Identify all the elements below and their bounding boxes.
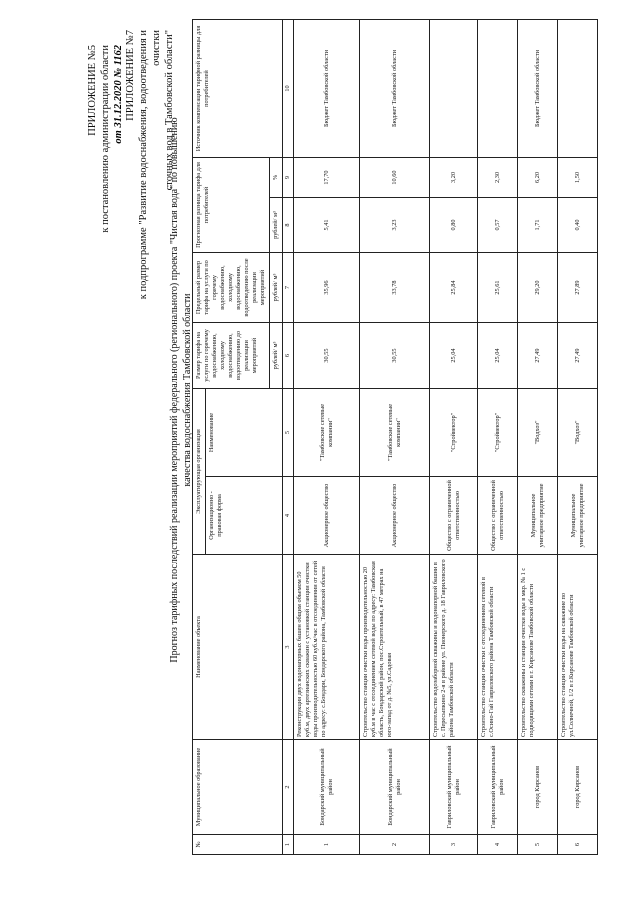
col-number: 1: [283, 835, 294, 855]
appendix5-title: ПРИЛОЖЕНИЕ №5: [87, 45, 98, 136]
header-num: №: [193, 835, 283, 855]
row-max-tariff: 25,61: [478, 253, 518, 323]
header-unit-growth-pct: %: [270, 158, 283, 198]
row-org-name: "Водхоз": [558, 389, 598, 477]
row-org-name: "Тамбовские сетевые компании": [360, 389, 430, 477]
table-row: [360, 20, 430, 855]
table-row: [294, 20, 360, 855]
row-object: Строительство скважины и станции очистки воды в мкр. № 1 с подводящими сетями в г. Кирсанове Тамбовской области: [518, 555, 558, 740]
header-municipality: Муниципальное образование: [193, 740, 283, 835]
row-source: Бюджет Тамбовской области: [294, 20, 360, 158]
row-growth-pct: 2,30: [478, 158, 518, 198]
row-source: [558, 20, 598, 158]
row-municipality: город Кирсанов: [518, 740, 558, 835]
row-growth-pct: 10,60: [360, 158, 430, 198]
header-tariff: Размер тарифа на услуги по горячему водоснабжению, холодному водоснабжению, водоотведению до реализации мероприятий: [193, 323, 270, 389]
row-tariff: 25,04: [478, 323, 518, 389]
row-growth-rub: 0,80: [430, 198, 478, 253]
row-org-name: "Водхоз": [518, 389, 558, 477]
col-number: 10: [283, 20, 294, 158]
header-unit-tariff: рублей/ м³: [270, 323, 283, 389]
row-tariff: 30,55: [360, 323, 430, 389]
row-num: 1: [294, 835, 360, 855]
col-number: 6: [283, 323, 294, 389]
row-org-form: Общество с ограниченной ответственностью: [478, 477, 518, 555]
appendix7-title: ПРИЛОЖЕНИЕ №7: [125, 30, 136, 121]
row-object: Строительство станции очистки воды на скважине по ул.Солнечной, 1/2 в г.Кирсанове Тамбовской области: [558, 555, 598, 740]
table-row: [430, 20, 478, 855]
row-tariff: 27,49: [558, 323, 598, 389]
row-source: Бюджет Тамбовской области: [518, 20, 558, 158]
row-tariff: 30,55: [294, 323, 360, 389]
row-object: Строительство станции очистки с отсоединением сетевой в с.Осино-Гай Гавриловского района Тамбовской области: [478, 555, 518, 740]
column-number-row: [283, 20, 294, 855]
row-growth-rub: 0,57: [478, 198, 518, 253]
appendix5-line2: к постановлению администрации области: [100, 45, 111, 233]
header-unit-growth-rub: рублей/ м³: [270, 198, 283, 253]
table-row: [518, 20, 558, 855]
row-growth-rub: 3,23: [360, 198, 430, 253]
table-row: [478, 20, 518, 855]
col-number: 8: [283, 198, 294, 253]
row-tariff: 27,49: [518, 323, 558, 389]
col-number: 5: [283, 389, 294, 477]
header-org-form: Организационно - правовая форма: [206, 477, 283, 555]
col-number: 2: [283, 740, 294, 835]
row-growth-rub: 5,41: [294, 198, 360, 253]
row-num: 5: [518, 835, 558, 855]
row-org-name: "Стройвектор": [430, 389, 478, 477]
row-source: [478, 20, 518, 158]
appendix7-line2: к подпрограмме "Развитие водоснабжения, водоотведения и очистки: [138, 30, 162, 300]
header-org: Эксплуатирующая организация: [193, 389, 206, 555]
table-header-row: [193, 20, 206, 855]
row-max-tariff: 27,89: [558, 253, 598, 323]
row-max-tariff: 29,20: [518, 253, 558, 323]
row-max-tariff: 25,84: [430, 253, 478, 323]
appendix5-line3: от 31.12.2020 № 1162: [113, 45, 124, 144]
appendix7-line3: сточных вод в Тамбовской области": [164, 30, 175, 191]
header-unit-max: рублей/ м³: [270, 253, 283, 323]
header-source: Источник компенсации тарифной разницы для потребителей: [193, 20, 283, 158]
row-max-tariff: 35,96: [294, 253, 360, 323]
row-org-name: "Тамбовские сетевые компании": [294, 389, 360, 477]
col-number: 4: [283, 477, 294, 555]
row-growth-pct: 1,50: [558, 158, 598, 198]
col-number: 7: [283, 253, 294, 323]
row-org-form: Муниципальное унитарное предприятие: [558, 477, 598, 555]
row-num: 2: [360, 835, 430, 855]
row-municipality: Бондарский муниципальный район: [294, 740, 360, 835]
row-object: Строительство водозаборной скважины и водонапорной башни в с. Пересыпкино 2-я в районе ул. Пионерского д. 18 Гавриловского района Тамбовской области: [430, 555, 478, 740]
document-title: Прогноз тарифных последствий реализации мероприятий федерального (регионального) проекта "Чистая вода" по повышению качества водоснабжения Тамбовской области: [169, 117, 193, 663]
row-source: Бюджет Тамбовской области: [360, 20, 430, 158]
tariff-table: [192, 19, 598, 855]
row-org-form: Акционерное общество: [360, 477, 430, 555]
appendix5-block: [86, 45, 125, 305]
col-number: 9: [283, 158, 294, 198]
row-growth-pct: 6,20: [518, 158, 558, 198]
row-max-tariff: 33,78: [360, 253, 430, 323]
col-number: 3: [283, 555, 294, 740]
row-municipality: Бондарский муниципальный район: [360, 740, 430, 835]
header-max-tariff: Предельный размер тарифа на услуги по горячему водоснабжению, холодному водоснабжению, водоотведению после реализации мероприятий: [193, 253, 270, 323]
row-object: Строительство станции очистки воды производительностью 20 куб.м в час с отсоединением сетевой воды по адресу: Тамбовская область, Бондарский район, пос.Строительный, в 47 метрах на юго-запад от д. №5, ул.Садовая: [360, 555, 430, 740]
header-object: Наименование объекта: [193, 555, 283, 740]
header-growth: Прогнозная разница тарифа для потребителей: [193, 158, 270, 253]
row-num: 3: [430, 835, 478, 855]
row-municipality: город Кирсанов: [558, 740, 598, 835]
row-municipality: Гавриловский муниципальный район: [478, 740, 518, 835]
row-tariff: 25,04: [430, 323, 478, 389]
row-num: 6: [558, 835, 598, 855]
row-municipality: Гавриловский муниципальный район: [430, 740, 478, 835]
row-object: Реконструкция двух водонапорных башен общим объемом 50 куб.м, двух артезианских скважин с установкой станции очистки воды производительностью 60 куб.м/час в отсоединении от сетей по адресу: с.Бондари, Бондарского района, Тамбовской области: [294, 555, 360, 740]
row-growth-pct: 17,70: [294, 158, 360, 198]
row-org-form: Общество с ограниченной ответственностью: [430, 477, 478, 555]
row-num: 4: [478, 835, 518, 855]
row-org-name: "Стройвектор": [478, 389, 518, 477]
table-row: [558, 20, 598, 855]
row-source: [430, 20, 478, 158]
row-growth-pct: 3,20: [430, 158, 478, 198]
row-growth-rub: 1,71: [518, 198, 558, 253]
row-org-form: Акционерное общество: [294, 477, 360, 555]
header-org-name: Наименование: [206, 389, 283, 477]
row-org-form: Муниципальное унитарное предприятие: [518, 477, 558, 555]
row-growth-rub: 0,40: [558, 198, 598, 253]
